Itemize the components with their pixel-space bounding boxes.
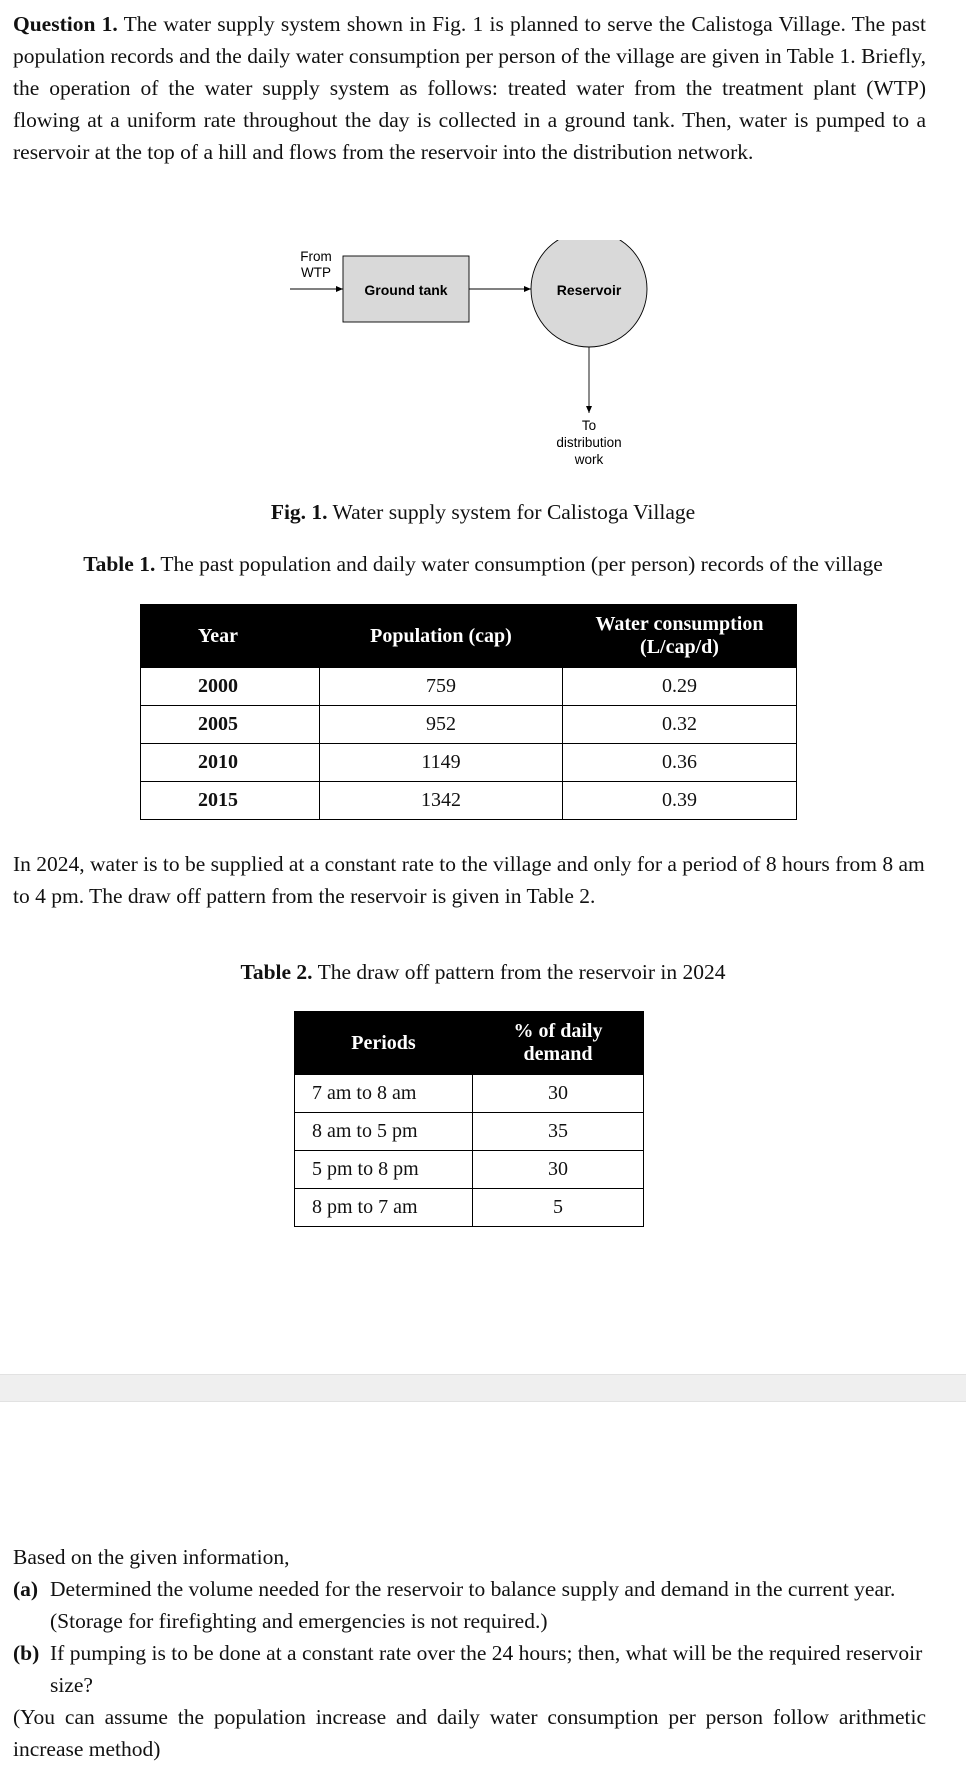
header-percent — [473, 1012, 644, 1075]
task-b-text: If pumping is to be done at a constant rate over the 24 hours; then, what will be the required reservoir size? — [50, 1641, 923, 1697]
cell-year: 2010 — [141, 744, 320, 782]
cell-population: 1149 — [320, 744, 563, 782]
cell-population: 759 — [320, 668, 563, 706]
header-year: Year — [141, 605, 320, 668]
figure-caption — [0, 500, 966, 525]
reservoir-label: Reservoir — [556, 282, 622, 298]
cell-population: 1342 — [320, 782, 563, 820]
question-label: Question 1. — [13, 12, 118, 36]
table1-caption-label: Table 1. — [83, 552, 156, 576]
cell-year: 2015 — [141, 782, 320, 820]
cell-percent: 30 — [473, 1151, 644, 1189]
table-row — [295, 1151, 644, 1189]
table-row — [141, 744, 797, 782]
table-row — [141, 706, 797, 744]
question-paragraph — [13, 8, 926, 168]
figure-caption-text: Water supply system for Calistoga Village — [332, 500, 696, 524]
section-divider — [0, 1374, 966, 1402]
cell-percent: 30 — [473, 1075, 644, 1113]
table2-caption-label: Table 2. — [240, 960, 313, 984]
table-row — [295, 1189, 644, 1227]
header-consumption-line1: Water consumption — [595, 613, 764, 635]
population-table — [140, 604, 797, 820]
figure-caption-label: Fig. 1. — [270, 500, 328, 524]
header-population: Population (cap) — [320, 605, 563, 668]
cell-consumption: 0.29 — [563, 668, 797, 706]
task-a-label: (a) — [13, 1577, 39, 1601]
header-percent-line1: % of daily — [513, 1020, 603, 1042]
cell-period: 5 pm to 8 pm — [295, 1151, 473, 1189]
task-a-text: Determined the volume needed for the reservoir to balance supply and demand in the current year. (Storage for firefighting and emergencies is not required.) — [50, 1577, 896, 1633]
cell-consumption: 0.39 — [563, 782, 797, 820]
draw-off-table — [294, 1011, 644, 1227]
table1-caption-text: The past population and daily water consumption (per person) records of the village — [160, 552, 883, 576]
table-row — [141, 782, 797, 820]
header-percent-line2: demand — [523, 1043, 593, 1065]
table2-caption-text: The draw off pattern from the reservoir in 2024 — [317, 960, 726, 984]
task-a — [13, 1573, 926, 1637]
to-distribution-label-3: work — [574, 452, 604, 467]
table-header-row — [141, 605, 797, 668]
cell-consumption: 0.32 — [563, 706, 797, 744]
ground-tank-label: Ground tank — [364, 282, 448, 298]
task-b-label: (b) — [13, 1641, 40, 1665]
cell-population: 952 — [320, 706, 563, 744]
cell-period: 8 am to 5 pm — [295, 1113, 473, 1151]
tasks-section — [13, 1541, 926, 1765]
cell-year: 2005 — [141, 706, 320, 744]
table-row — [295, 1075, 644, 1113]
cell-percent: 35 — [473, 1113, 644, 1151]
water-supply-diagram — [0, 240, 966, 480]
table1-caption — [0, 552, 966, 577]
to-distribution-label-1: To — [581, 418, 597, 433]
cell-year: 2000 — [141, 668, 320, 706]
from-wtp-label-1: From — [300, 249, 332, 264]
table2-caption — [0, 960, 966, 985]
tasks-intro: Based on the given information, — [13, 1545, 290, 1569]
task-b — [13, 1637, 926, 1701]
to-distribution-label-2: distribution — [556, 435, 622, 450]
question-text: The water supply system shown in Fig. 1 is planned to serve the Calistoga Village. The past population records and the daily water consumption per person of the village are given in Table 1. Briefly, the operation of the water supply system as follows: treated water from the treatment plant (WTP) flowing at a uniform rate throughout the day is collected in a ground tank. Then, water is pumped to a reservoir at the top of a hill and flows from the reservoir into the distribution network. — [13, 12, 926, 164]
cell-consumption: 0.36 — [563, 744, 797, 782]
table-row — [141, 668, 797, 706]
header-periods: Periods — [295, 1012, 473, 1075]
from-wtp-label-2: WTP — [301, 265, 331, 280]
cell-percent: 5 — [473, 1189, 644, 1227]
cell-period: 8 pm to 7 am — [295, 1189, 473, 1227]
supply-paragraph: In 2024, water is to be supplied at a constant rate to the village and only for a period of 8 hours from 8 am to 4 pm. The draw off pattern from the reservoir is given in Table 2. — [13, 852, 925, 908]
header-consumption — [563, 605, 797, 668]
table-row — [295, 1113, 644, 1151]
cell-period: 7 am to 8 am — [295, 1075, 473, 1113]
table-header-row — [295, 1012, 644, 1075]
header-consumption-line2: (L/cap/d) — [640, 636, 719, 658]
task-note: (You can assume the population increase and daily water consumption per person follow arithmetic increase method) — [13, 1705, 926, 1761]
